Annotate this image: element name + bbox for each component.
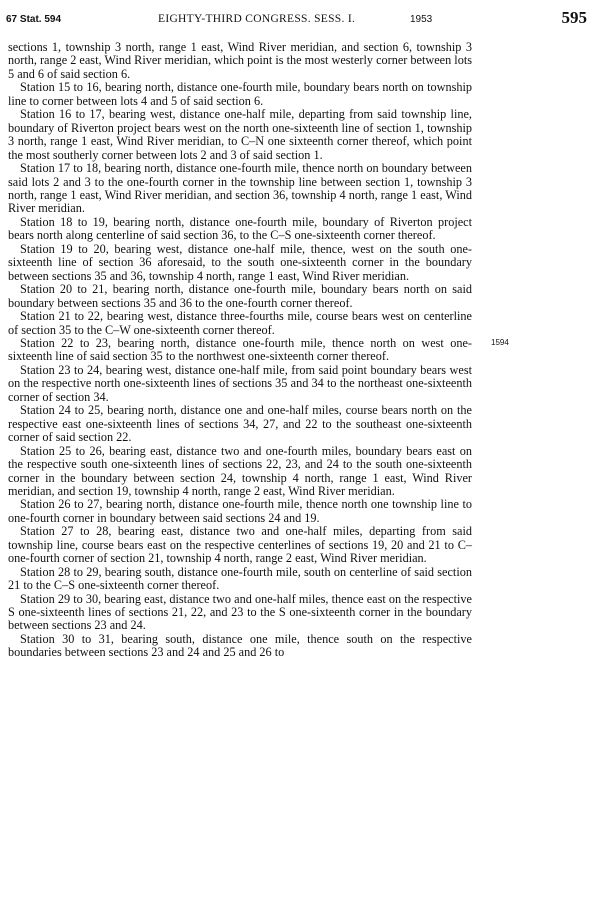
paragraph: Station 23 to 24, bearing west, distance one-half mile, from said point boundary bears west on the respective north one-sixteenth lines of sections 35 and 34 to the northeast one-sixteenth corner of section 34. [8, 362, 472, 404]
paragraph: Station 16 to 17, bearing west, distance one-half mile, departing from said township line, boundary of Riverton project bears west on the north one-sixteenth line of section 1, township 3 north, range 1 east, Wind River meridian, to C–N one sixteenth corner thereof, which point the most southerly corner between lots 2 and 3 of said section 1. [8, 107, 472, 162]
paragraph: Station 27 to 28, bearing east, distance two and one-half miles, departing from said township line, course bears east on the respective centerlines of sections 19, 20 and 21 to C–one-fourth corner of section 21, township 4 north, range 2 east, Wind River meridian. [8, 524, 472, 566]
statute-citation: 67 Stat. 594 [6, 14, 62, 25]
paragraph: Station 15 to 16, bearing north, distance one-fourth mile, boundary bears north on township line to corner between lots 4 and 5 of said section 6. [8, 80, 472, 108]
paragraph: Station 26 to 27, bearing north, distance one-fourth mile, thence north one township line to one-fourth corner in boundary between said sections 24 and 19. [8, 497, 472, 525]
body-text [8, 41, 472, 660]
paragraph: Station 24 to 25, bearing north, distance one and one-half miles, course bears north on the respective east one-sixteenth lines of sections 34, 27, and 22 to the southeast one-sixteenth corner of said section 22. [8, 403, 472, 445]
page-number: 595 [561, 8, 587, 27]
paragraph: Station 20 to 21, bearing north, distance one-fourth mile, boundary bears north on said boundary between sections 35 and 36 to the one-fourth corner thereof. [8, 282, 472, 310]
paragraph: Station 21 to 22, bearing west, distance three-fourths mile, course bears west on centerline of section 35 to the C–W one-sixteenth corner thereof. [8, 309, 472, 337]
paragraph: Station 22 to 23, bearing north, distance one-fourth mile, thence north on west one-sixteenth line of said section 35 to the northwest one-sixteenth corner thereof. [8, 335, 472, 364]
paragraph: Station 19 to 20, bearing west, distance one-half mile, thence, west on the south one-sixteenth line of section 36 aforesaid, to the south one-sixteenth corner in the boundary between sections 35 and 36, township 4 north, range 1 east, Wind River meridian. [8, 241, 472, 283]
paragraph: sections 1, township 3 north, range 1 east, Wind River meridian, and section 6, township 3 north, range 2 east, Wind River meridian, which point is the most westerly corner between lots 5 and 6 of said section 6. [8, 40, 472, 81]
session-year: 1953 [410, 14, 433, 25]
running-title: EIGHTY-THIRD CONGRESS. SESS. I. [158, 13, 356, 25]
paragraph: Station 18 to 19, bearing north, distance one-fourth mile, boundary of Riverton project bears north along centerline of said section 36, to the C–S one-sixteenth corner thereof. [8, 214, 472, 243]
margin-page-reference: 1594 [491, 338, 509, 347]
paragraph: Station 29 to 30, bearing east, distance two and one-half miles, thence east on the respective S one-sixteenth lines of sections 21, 22, and 23 to the S one-sixteenth corner in the boundary between sections 23 and 24. [8, 591, 472, 633]
paragraph: Station 17 to 18, bearing north, distance one-fourth mile, thence north on boundary between said lots 2 and 3 to the one-fourth corner in the township line between section 1, township 3 north, range 1 east, Wind River meridian, and section 36, township 4 north, range 1 east, Wind River meridian. [8, 161, 472, 216]
paragraph: Station 30 to 31, bearing south, distance one mile, thence south on the respective boundaries between sections 23 and 24 and 25 and 26 to [8, 631, 472, 660]
page-header [4, 8, 589, 30]
paragraph: Station 28 to 29, bearing south, distance one-fourth mile, south on centerline of said section 21 to the C–S one-sixteenth corner thereof. [8, 564, 472, 593]
paragraph: Station 25 to 26, bearing east, distance two and one-fourth miles, boundary bears east on the respective south one-sixteenth lines of sections 22, 23, and 24 to the south one-sixteenth corner in the boundary between section 24, township 4 north, range 1 east, Wind River meridian, and section 19, township 4 north, range 2 east, Wind River meridian. [8, 443, 472, 498]
